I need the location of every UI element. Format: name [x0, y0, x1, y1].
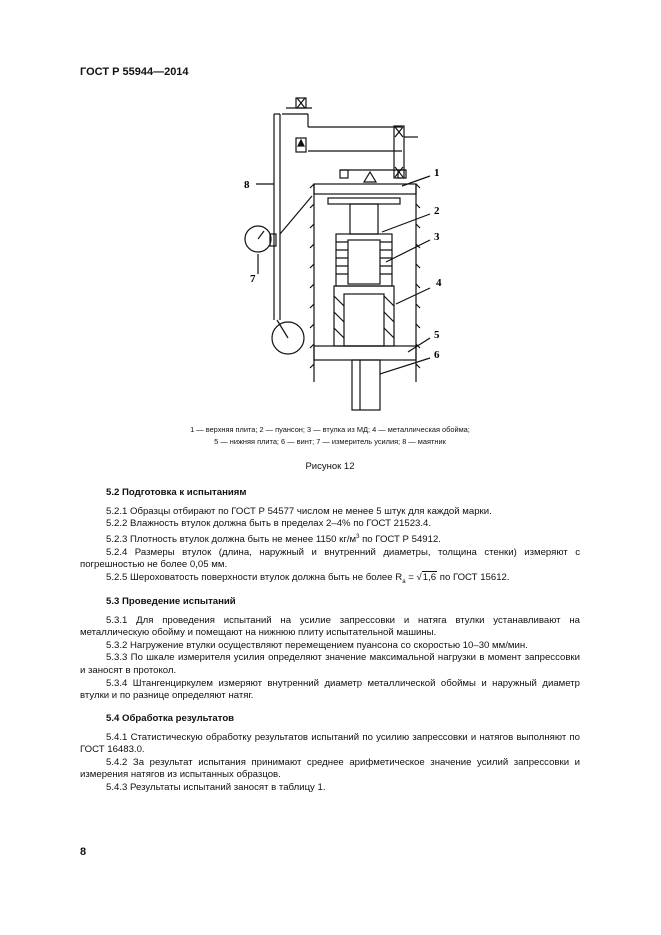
lower-plate: [314, 346, 416, 360]
machine-frame: [310, 184, 420, 382]
section-heading: 5.4 Обработка результатов: [106, 713, 235, 724]
metal-holder: [334, 286, 394, 346]
paragraph-5-4-3: 5.4.3 Результаты испытаний заносят в таблицу 1.: [106, 781, 326, 793]
left-prism: [296, 138, 306, 152]
paragraph-5-3-2: 5.3.2 Нагружение втулки осуществляют перемещением пуансона со скоростью 10–30 мм/мин.: [106, 639, 528, 651]
section-5-2: [80, 487, 580, 588]
label-4: 4: [436, 277, 442, 289]
pendulum-top-support: [286, 98, 312, 108]
section-heading: 5.2 Подготовка к испытаниям: [106, 487, 247, 498]
figure-title: Рисунок 12: [305, 461, 355, 472]
paragraph-5-2-3: 5.2.3 Плотность втулок должна быть не менее 1150 $кг/м^3$ по ГОСТ Р 54912.: [106, 533, 441, 545]
paragraph-5-3-1: 5.3.1 Для проведения испытаний на усилие запрессовки и натяга втулки устанавливают на металлическую обойму и помещают на нижнюю плиту испытательной машины.: [80, 614, 580, 639]
paragraph-5-2-4: 5.2.4 Размеры втулок (длина, наружный и внутренний диаметры, толщина стенки) измеряют с погрешностью не более 0,05 мм.: [80, 546, 580, 571]
document-id: ГОСТ Р 55944—2014: [80, 66, 189, 78]
label-2: 2: [434, 205, 440, 217]
load-gauge: [245, 196, 312, 252]
paragraph-5-2-2: 5.2.2 Влажность втулок должна быть в пределах 2–4% по ГОСТ 21523.4.: [106, 518, 432, 530]
figure-legend-line-2: 5 — нижняя плита; 6 — винт; 7 — измеритель усилия; 8 — маятник: [214, 437, 446, 446]
paragraph-5-2-1: 5.2.1 Образцы отбирают по ГОСТ Р 54577 числом не менее 5 штук для каждой марки.: [106, 505, 492, 517]
paragraph-5-2-5: 5.2.5 Шероховатость поверхности втулок должна быть не более $R_a = √1,6$ по ГОСТ 15612.: [106, 571, 510, 585]
upper-plate: [314, 184, 416, 194]
page-number: 8: [80, 846, 87, 858]
paragraph-5-4-2: 5.4.2 За результат испытания принимают среднее арифметическое значение усилий запрессовки и измерения натягов из испытанных образцов.: [80, 756, 580, 781]
label-6: 6: [434, 349, 440, 361]
section-5-4: [80, 713, 580, 795]
label-1: 1: [434, 167, 440, 179]
label-5: 5: [434, 329, 440, 341]
screw: [352, 360, 380, 410]
sqrt-icon: √: [416, 571, 422, 583]
pendulum-rod: [274, 114, 280, 320]
section-5-3: [80, 596, 580, 703]
test-rig-diagram: [230, 92, 480, 417]
label-3: 3: [434, 231, 440, 243]
punch: [328, 198, 400, 234]
paragraph-5-4-1: 5.4.1 Статистическую обработку результатов испытаний по усилию запрессовки и натягов выполняют по ГОСТ 16483.0.: [80, 731, 580, 756]
paragraph-5-3-4: 5.3.4 Штангенциркулем измеряют внутренний диаметр металлической обоймы и наружный диаметр втулки и по разнице определяют натяг.: [80, 677, 580, 702]
section-heading: 5.3 Проведение испытаний: [106, 596, 236, 607]
label-7: 7: [250, 273, 256, 285]
figure-legend-line-1: 1 — верхняя плита; 2 — пуансон; 3 — втулка из МД; 4 — металлическая обойма;: [190, 425, 470, 434]
paragraph-5-3-3: 5.3.3 По шкале измерителя усилия определяют значение максимальной нагрузки в момент запрессовки и заносят в протокол.: [80, 652, 580, 676]
label-8: 8: [244, 179, 250, 191]
bushing: [336, 234, 392, 286]
